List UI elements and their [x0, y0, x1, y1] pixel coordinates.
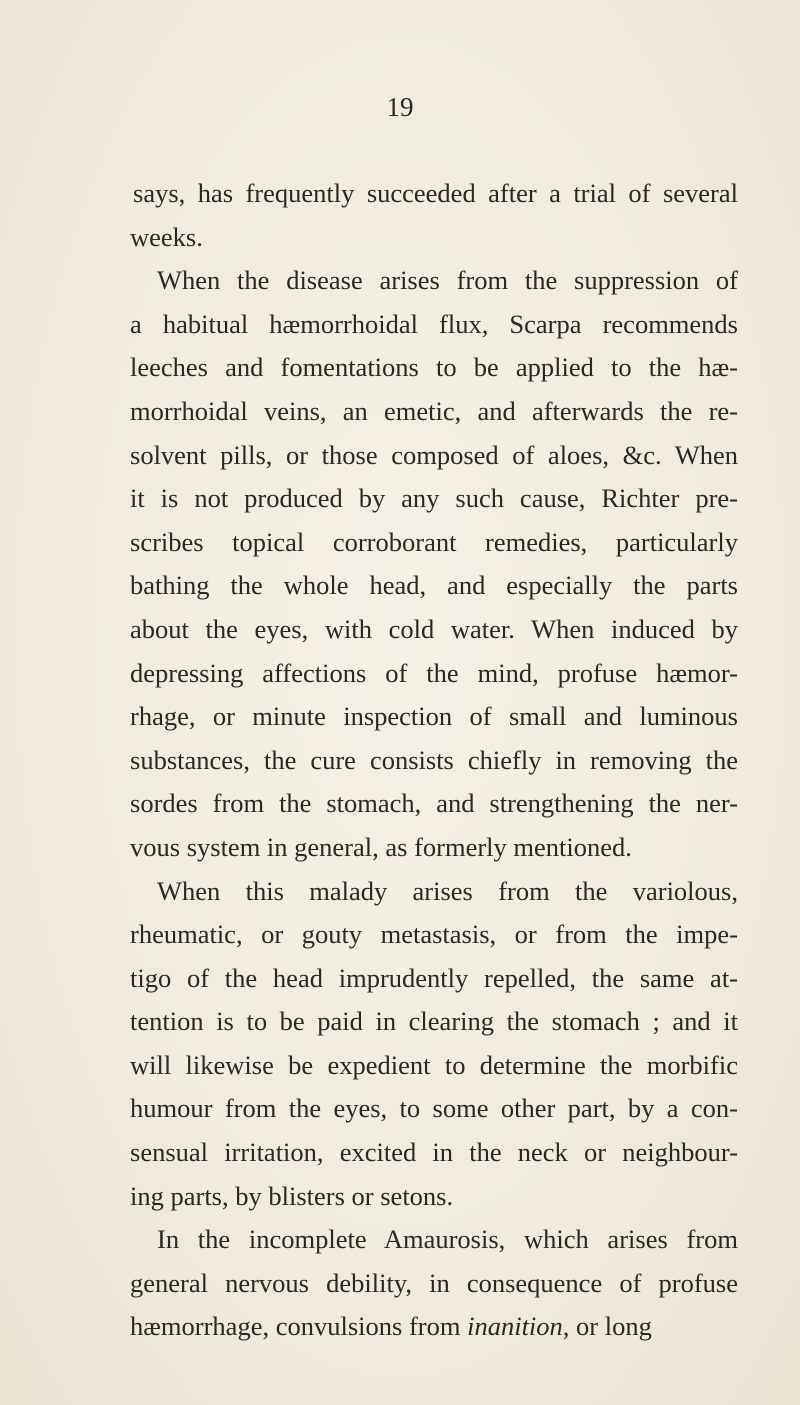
text-line: a habitual hæmorrhoidal flux, Scarpa recommends — [130, 308, 738, 339]
text-line: weeks. — [130, 221, 203, 252]
text-line: When the disease arises from the suppression of — [157, 265, 738, 296]
text-line: leeches and fomentations to be applied to the hæ- — [130, 352, 738, 383]
text-line: will likewise be expedient to determine the morbific — [130, 1049, 738, 1080]
text-line: substances, the cure consists chiefly in removing the — [130, 744, 738, 775]
text-line: In the incomplete Amaurosis, which arises from — [157, 1224, 738, 1255]
text-line: rheumatic, or gouty metastasis, or from the impe- — [130, 919, 738, 950]
text-line: ing parts, by blisters or setons. — [130, 1180, 454, 1211]
final-line-italic: inanition, — [467, 1311, 570, 1342]
text-line: general nervous debility, in consequence of profuse — [130, 1267, 738, 1298]
text-line: about the eyes, with cold water. When induced by — [130, 613, 738, 644]
text-line: bathing the whole head, and especially the parts — [130, 570, 738, 601]
final-line-after: or long — [569, 1311, 652, 1342]
text-line-final — [130, 1305, 738, 1349]
text-line: humour from the eyes, to some other part, by a con- — [130, 1093, 738, 1124]
text-line: scribes topical corroborant remedies, particularly — [130, 526, 738, 557]
text-line: tention is to be paid in clearing the stomach ; and it — [130, 1006, 738, 1037]
text-line: morrhoidal veins, an emetic, and afterwards the re- — [130, 395, 738, 426]
text-line: rhage, or minute inspection of small and luminous — [130, 701, 738, 732]
body-text — [130, 172, 738, 1349]
text-lines — [130, 172, 738, 1305]
text-line: When this malady arises from the variolous, — [157, 875, 738, 906]
text-line: solvent pills, or those composed of aloes, &c. When — [130, 439, 738, 470]
text-line: sensual irritation, excited in the neck or neighbour- — [130, 1137, 738, 1168]
text-line: tigo of the head imprudently repelled, the same at- — [130, 962, 738, 993]
page-number: 19 — [386, 92, 414, 122]
text-line: sordes from the stomach, and strengthening the ner- — [130, 788, 738, 819]
final-line-before: hæmorrhage, convulsions from — [130, 1311, 468, 1342]
text-line: depressing affections of the mind, profuse hæmor- — [130, 657, 738, 688]
text-line: it is not produced by any such cause, Richter pre- — [130, 483, 738, 514]
text-line: says, has frequently succeeded after a trial of several — [133, 178, 738, 208]
text-line: vous system in general, as formerly mentioned. — [130, 831, 632, 862]
